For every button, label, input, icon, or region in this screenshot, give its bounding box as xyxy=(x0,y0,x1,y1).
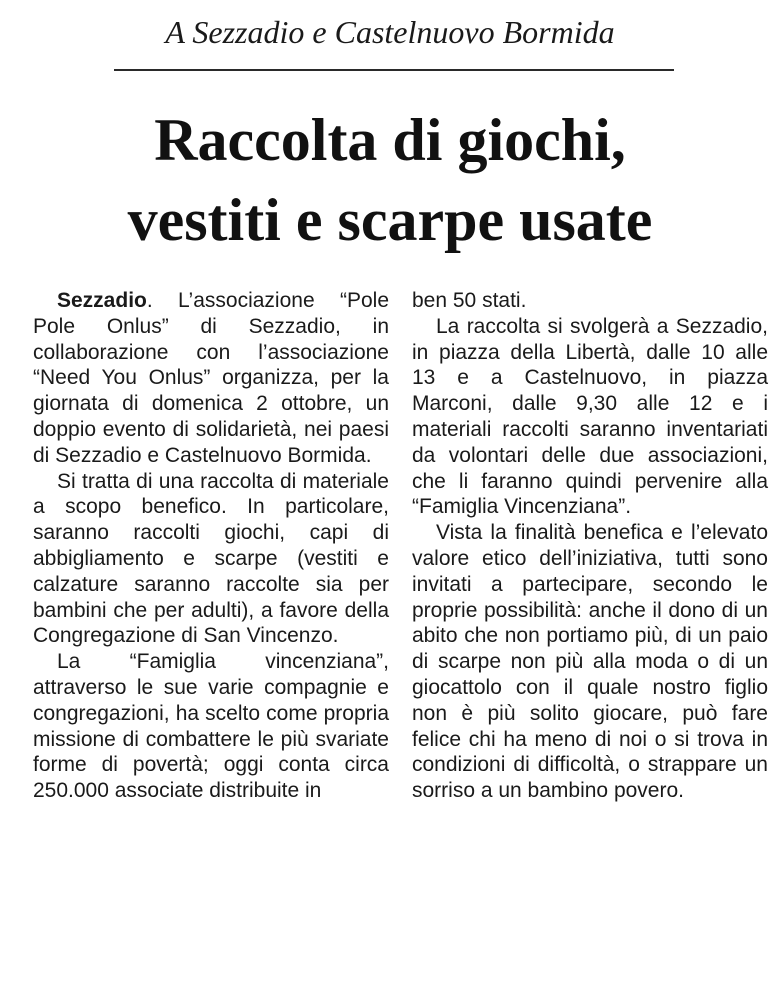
article-paragraph-3: La “Famiglia vincenziana”, attraverso le sue varie compagnie e congregazioni, ha scelto come propria missione di combattere le più svariate forme di povertà; oggi conta circa 250.000 associate distribuite in xyxy=(33,650,389,803)
article-headline xyxy=(0,100,780,260)
kicker-rule xyxy=(114,69,674,71)
headline-line-1: Raccolta di giochi, xyxy=(154,107,626,173)
article-dateline: Sezzadio xyxy=(57,289,147,312)
paragraph-1-text: . L’associazione “Pole Pole Onlus” di Sezzadio, in collaborazione con l’associazione “Need You Onlus” organizza, per la giornata di domenica 2 ottobre, un doppio evento di solidarietà, nei paesi di Sezzadio e Castelnuovo Bormida. xyxy=(33,289,389,467)
headline-line-2: vestiti e scarpe usate xyxy=(127,187,653,253)
article-paragraph-1 xyxy=(33,288,389,469)
article-paragraph-3-continued: ben 50 stati. xyxy=(412,289,527,312)
article-paragraph-4: La raccolta si svolgerà a Sezzadio, in piazza della Libertà, dalle 10 alle 13 e a Castelnuovo, in piazza Marconi, dalle 9,30 alle 12 e i materiali raccolti saranno inventariati da volontari delle due associazioni, che li faranno quindi pervenire alla “Famiglia Vincenziana”. xyxy=(412,314,768,519)
article-paragraph-5: Vista la finalità benefica e l’elevato valore etico dell’iniziativa, tutti sono invitati a partecipare, secondo le proprie possibilità: anche il dono di un abito che non portiamo più, di un paio di scarpe non più alla moda o di un giocattolo con il quale nostro figlio non è più solito giocare, può fare felice chi ha meno di noi o si trova in condizioni di difficoltà, o strappare un sorriso a un bambino povero. xyxy=(412,521,768,803)
article-paragraph-2: Si tratta di una raccolta di materiale a scopo benefico. In particolare, saranno raccolti giochi, capi di abbigliamento e scarpe (vestiti e calzature saranno raccolte sia per bambini che per adulti), a favore della Congregazione di San Vincenzo. xyxy=(33,469,389,648)
article-column-left xyxy=(33,288,389,804)
article-kicker: A Sezzadio e Castelnuovo Bormida xyxy=(165,14,615,50)
article-column-right xyxy=(412,288,768,804)
